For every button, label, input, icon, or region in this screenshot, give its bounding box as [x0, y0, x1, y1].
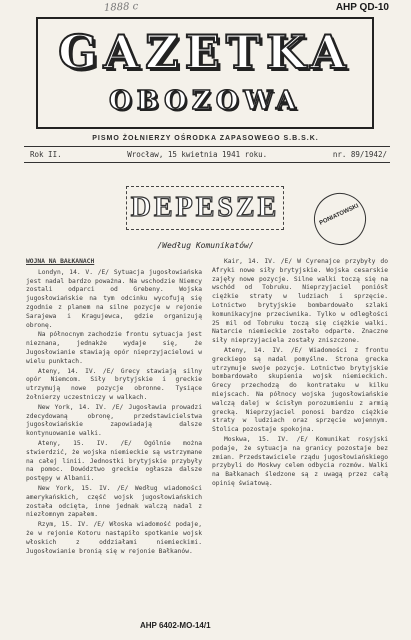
masthead-title: GAZETKA: [58, 25, 352, 79]
issue-date: Wrocław, 15 kwietnia 1941 roku.: [127, 150, 268, 159]
dispatch-paragraph: Na północnym zachodzie frontu sytuacja jest nieznana, jednakże wydaje się, że Jugosłowianie stawiają opór nieprzyjacielowi w wielu punktach.: [26, 331, 202, 365]
stamp-text: PONIATOWSKI: [318, 203, 360, 227]
dispatch-paragraph: New York, 15. IV. /E/ Według wiadomości amerykańskich, część wojsk jugosłowiańskich została odcięta, inne jednak walczą nadal z niezłomnym zapałem.: [26, 484, 202, 519]
dispatch-paragraph: Ateny, 14. IV. /E/ Wiadomości z frontu greckiego są nadal pomyślne. Strona grecka utrzymuje swoje pozycje. Lotnictwo brytyjskie bombardowało skupienia wojsk niemieckich. Grecy przechodzą do kontrataku w kilku miejscach. Na północy wojska jugosłowiańskie walczą dalej w ścisłym porozumieniu z armią grecką. Nieprzyjaciel ponosi bardzo ciężkie straty w ludziach oraz sprzęcie wojennym. Stolica pozostaje spokojna.: [212, 346, 388, 434]
source-note: /Według Komunikatów/: [157, 241, 254, 250]
issue-number: nr. 89/1942/: [332, 150, 387, 159]
dispatch-paragraph: Rzym, 15. IV. /E/ Włoska wiadomość podaje, że w rejonie Kotoru nastąpiło spotkanie wojsk włoskich z oddziałami niemieckimi. Jugosłowianie bronią się w rejonie Bałkanów.: [26, 521, 202, 555]
masthead: [36, 17, 374, 129]
archive-signature: AHP QD-10: [335, 2, 389, 13]
handwritten-note: 1888 c: [103, 1, 139, 14]
dispatch-paragraph: Londyn, 14. V. /E/ Sytuacja jugosłowiańska jest nadal bardzo poważna. Na wschodzie Niemcy zostali odparci od Grebeny. Wojska jugosłowiańskie na tym odcinku wycofują się zgodnie z planem na silne pozycje w rejonie Sarajewa i Kragujewca, gdzie organizują obronę.: [26, 268, 202, 329]
dispatch-paragraph: Moskwa, 15. IV. /E/ Komunikat rosyjski podaje, że sytuacja na granicy pozostaje bez zmian. Przedstawiciele rządu jugosłowiańskiego przybyli do Moskwy celem odbycia rozmów. Walki na Bałkanach śledzone są z uwagą przez całą opinię światową.: [212, 435, 388, 487]
masthead-subtitle: OBOZOWA: [108, 86, 302, 116]
dispatch-paragraph: New York, 14. IV. /E/ Jugosławia prowadzi zdecydowaną obronę, przedstawicielstwa jugosłowiańskie zapowiadają dalsze kontynuowanie walki.: [26, 403, 202, 438]
divider: [24, 146, 390, 147]
column-label: WOJNA NA BAŁKANACH: [26, 258, 95, 265]
issue-line: [30, 150, 387, 159]
section-title: DEPESZE: [126, 186, 284, 230]
column-left: [26, 258, 202, 618]
issue-year: Rok II.: [30, 150, 62, 159]
dispatch-paragraph: Ateny, 15. IV. /E/ Ogólnie można stwierdzić, że wojska niemieckie są wstrzymane na całej linii. Jednostki brytyjskie przybyły na pomoc. Dowództwo greckie ogłasza dalsze postępy w Albanii.: [26, 439, 202, 483]
archive-stamp: AHP 6402-MO-14/1: [140, 621, 211, 630]
dispatch-paragraph: Kair, 14. IV. /E/ W Cyrenajce przybyły do Afryki nowe siły brytyjskie. Wojska cesarskie zajęły nowe pozycje. Silne walki toczą się na wschód od Tobruku. Nieprzyjaciel poniósł ciężkie straty w ludziach i sprzęcie. Lotnictwo brytyjskie bombardowało szlaki komunikacyjne przeciwnika. Tylko w odległości 25 mil od Tobruku toczą się ciężkie walki. Natarcie niemieckie zostało odparte. Znaczne siły nieprzyjaciela zostały zniszczone.: [212, 258, 388, 345]
dispatch-paragraph: Ateny, 14. IV. /E/ Grecy stawiają silny opór Niemcom. Siły brytyjskie i greckie utrzymują nowe pozycje obronne. Tysiące żołnierzy uczestniczy w walkach.: [26, 367, 202, 401]
masthead-tagline: PISMO ŻOŁNIERZY OŚRODKA ZAPASOWEGO S.B.S.K.: [92, 135, 319, 142]
divider: [24, 162, 390, 163]
column-right: [212, 258, 388, 618]
